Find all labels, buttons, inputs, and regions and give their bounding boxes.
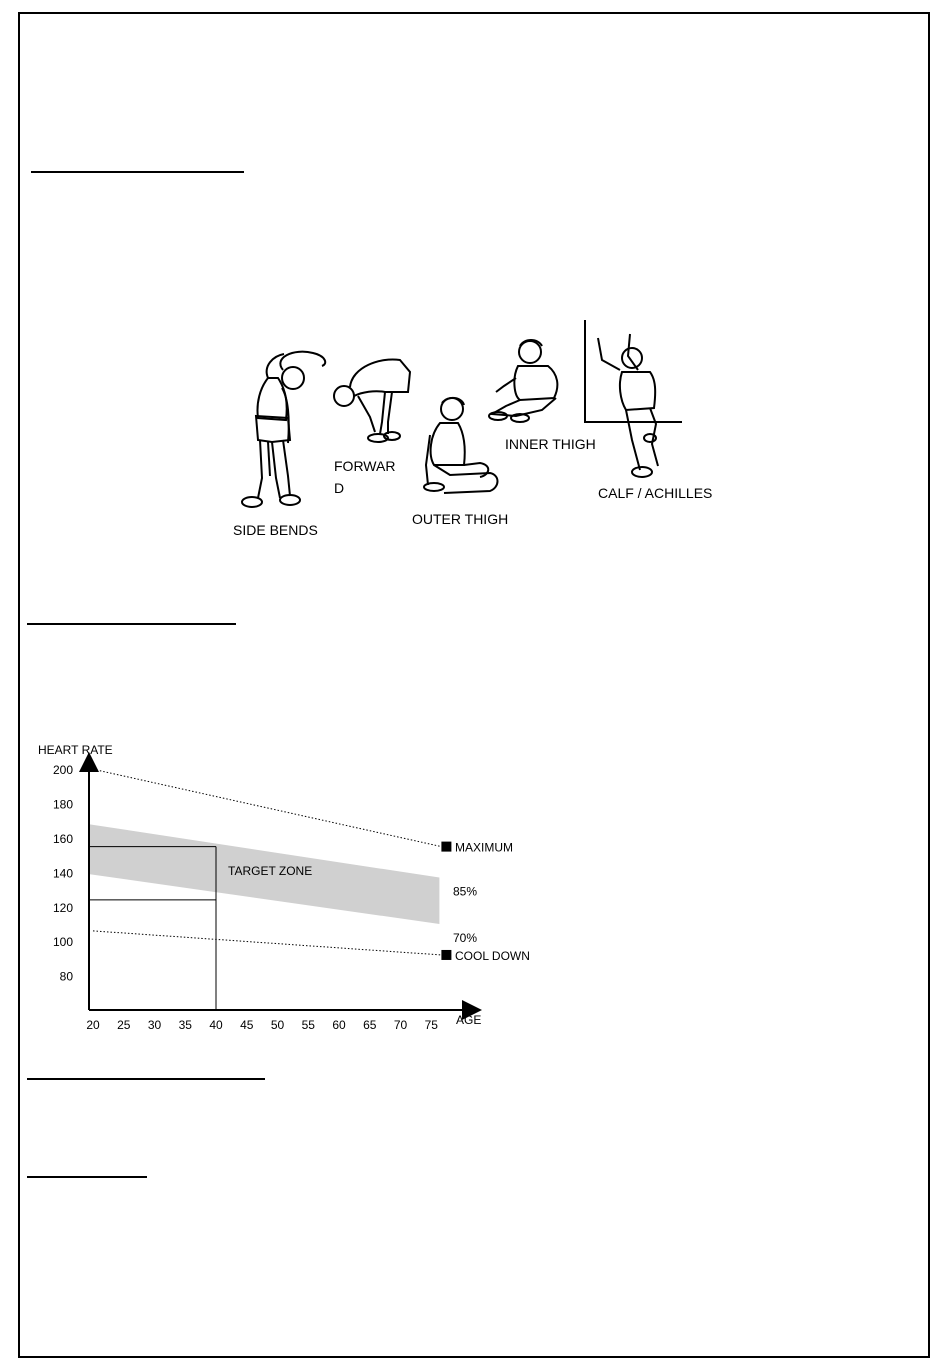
inner-thigh-illustration: [486, 336, 571, 426]
x-tick-label: 45: [240, 1018, 254, 1032]
x-tick-label: 55: [301, 1018, 315, 1032]
x-tick-label: 60: [332, 1018, 346, 1032]
y-tick-label: 120: [52, 900, 73, 915]
x-tick-label: 40: [209, 1018, 223, 1032]
section-rule-3: [27, 1078, 265, 1080]
y-tick-label: 100: [52, 935, 73, 950]
heart-rate-chart: [0, 730, 560, 1040]
maximum-marker: [441, 842, 451, 852]
y-tick-label: 180: [52, 797, 73, 812]
calf-achilles-label: CALF / ACHILLES: [598, 485, 713, 501]
outer-thigh-label: OUTER THIGH: [412, 511, 509, 527]
section-rule-2: [27, 623, 236, 625]
cool-down-line: [93, 931, 441, 955]
y-tick-label: 200: [52, 763, 73, 778]
y-axis-title: HEART RATE: [38, 743, 113, 757]
x-axis-title: AGE: [456, 1013, 482, 1027]
x-tick-label: 20: [86, 1018, 100, 1032]
forward-bend-illustration: [330, 352, 415, 447]
page-border: [18, 12, 930, 1358]
cool-down-marker: [441, 950, 451, 960]
band-85-label: 85%: [453, 884, 478, 899]
side-bends-label: SIDE BENDS: [233, 522, 318, 538]
x-tick-label: 75: [424, 1018, 438, 1032]
side-bends-illustration: [238, 348, 333, 513]
x-tick-label: 50: [270, 1018, 285, 1032]
inner-thigh-label: INNER THIGH: [505, 436, 596, 452]
target-zone-label: TARGET ZONE: [228, 863, 313, 878]
band-70-label: 70%: [453, 930, 478, 945]
maximum-label: MAXIMUM: [455, 840, 513, 855]
calf-achilles-illustration: [580, 320, 685, 480]
y-tick-label: 80: [59, 969, 73, 984]
section-rule-4: [27, 1176, 147, 1178]
cool-down-label: COOL DOWN: [455, 948, 530, 963]
y-tick-label: 140: [52, 866, 73, 881]
section-rule-1: [31, 171, 244, 173]
x-tick-label: 35: [178, 1018, 192, 1032]
x-tick-label: 25: [117, 1018, 131, 1032]
forward-label: FORWARD: [334, 458, 396, 496]
y-tick-label: 160: [52, 832, 73, 846]
x-tick-label: 70: [393, 1018, 408, 1032]
x-tick-label: 30: [147, 1018, 162, 1032]
x-tick-label: 65: [363, 1018, 377, 1032]
